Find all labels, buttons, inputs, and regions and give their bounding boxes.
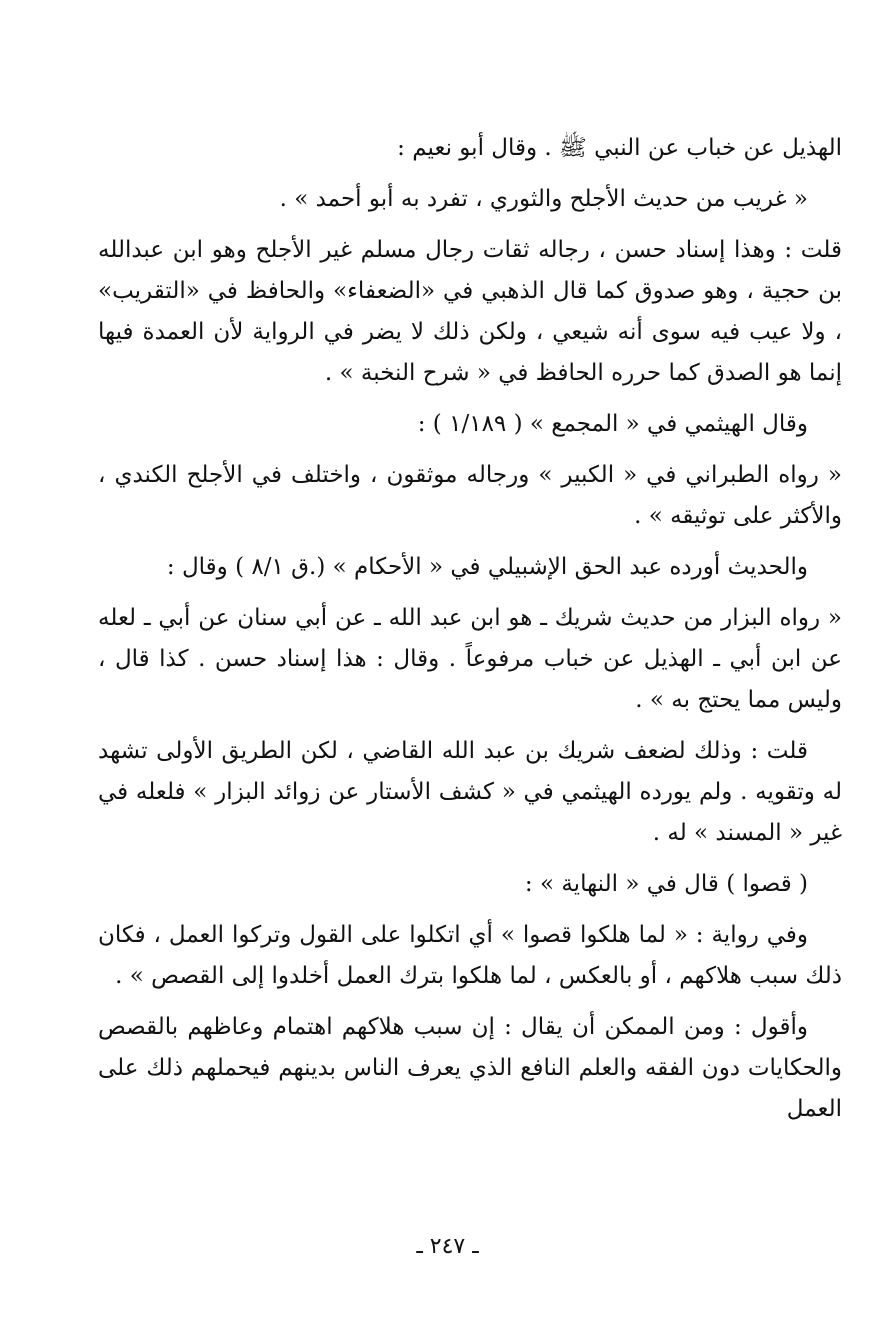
paragraph-7: « رواه البزار من حديث شريك ـ هو ابن عبد الله ـ عن أبي سنان عن أبي ـ لعله عن ابن أبي ـ الهذيل عن خباب مرفوعاً . وقال : هذا إسناد حسن . كذا قال ، وليس مما يحتج به » . — [98, 605, 842, 713]
paragraph-8: قلت : وذلك لضعف شريك بن عبد الله القاضي ، لكن الطريق الأولى تشهد له وتقويه . ولم يورده الهيثمي في « كشف الأستار عن زوائد البزار » فلعله في غير « المسند » له . — [98, 738, 842, 846]
paragraph-5: « رواه الطبراني في « الكبير » ورجاله موثقون ، واختلف في الأجلح الكندي ، والأكثر على توثيقه » . — [98, 462, 842, 529]
paragraph-2: « غريب من حديث الأجلح والثوري ، تفرد به أبو أحمد » . — [279, 186, 808, 212]
paragraph-4: وقال الهيثمي في « المجمع » ( ١/١٨٩ ) : — [417, 411, 808, 437]
paragraph-9: ( قصوا ) قال في « النهاية » : — [524, 871, 808, 897]
paragraph-10: وفي رواية : « لما هلكوا قصوا » أي اتكلوا على القول وتركوا العمل ، فكان ذلك سبب هلاكهم ، أو بالعكس ، لما هلكوا بترك العمل أخلدوا إلى القصص » . — [98, 922, 842, 989]
paragraph-11: وأقول : ومن الممكن أن يقال : إن سبب هلاكهم اهتمام وعاظهم بالقصص والحكايات دون الفقه والعلم النافع الذي يعرف الناس بدينهم فيحملهم ذلك على العمل — [98, 1014, 842, 1122]
paragraph-1: الهذيل عن خباب عن النبي ﷺ . وقال أبو نعيم : — [397, 135, 842, 161]
page-body — [98, 128, 842, 1130]
page-number: ـ ٢٤٧ ـ — [416, 1234, 479, 1259]
paragraph-3: قلت : وهذا إسناد حسن ، رجاله ثقات رجال مسلم غير الأجلح وهو ابن عبدالله بن حجية ، وهو صدوق كما قال الذهبي في «الضعفاء» والحافظ في «التقريب» ، ولا عيب فيه سوى أنه شيعي ، ولكن ذلك لا يضر في الرواية لأن العمدة فيها إنما هو الصدق كما حرره الحافظ في « شرح النخبة » . — [98, 237, 842, 386]
paragraph-6: والحديث أورده عبد الحق الإشبيلي في « الأحكام » (.ق ٨/١ ) وقال : — [166, 554, 808, 580]
